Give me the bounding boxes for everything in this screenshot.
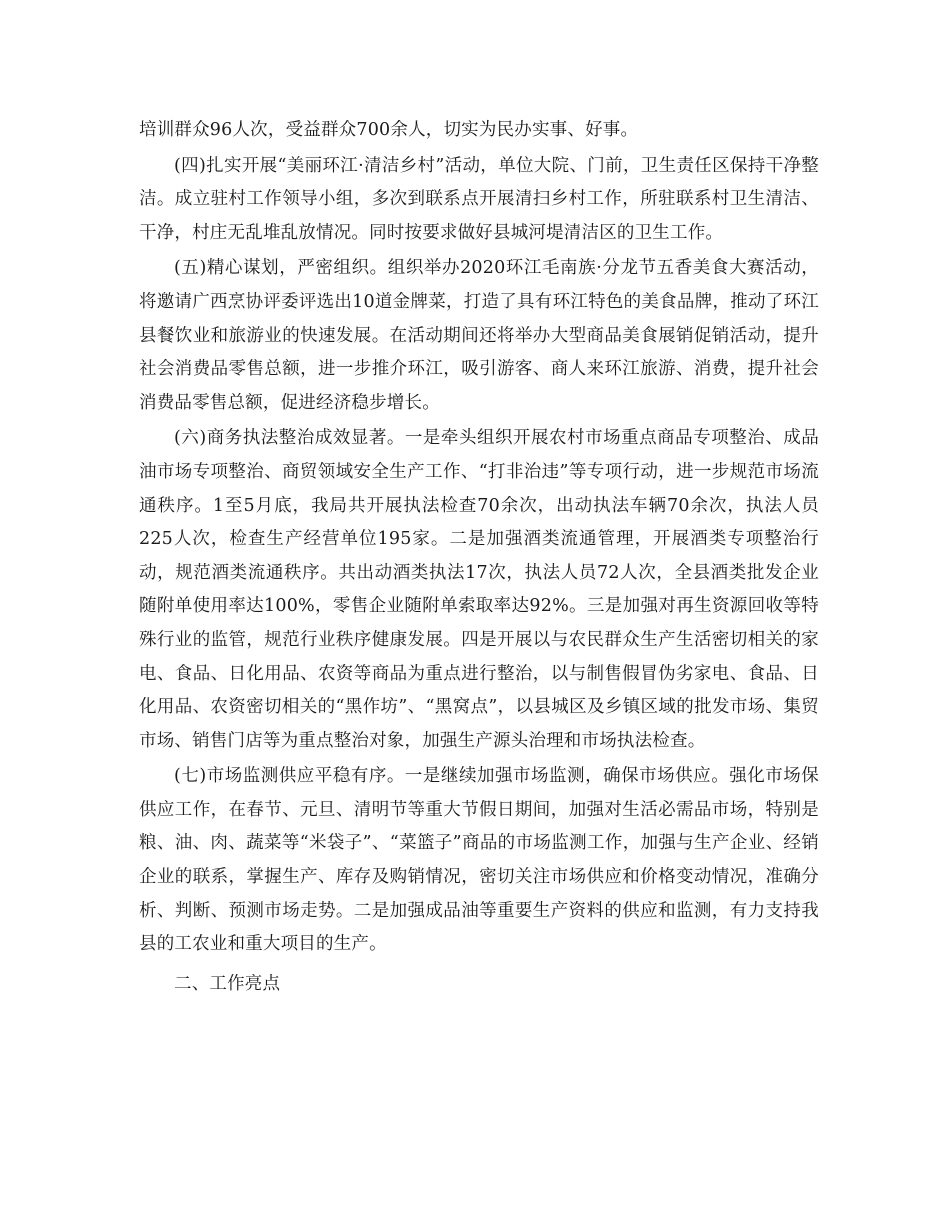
- document-body: [139, 114, 819, 1001]
- paragraph-continuation: 培训群众96人次，受益群众700余人，切实为民办实事、好事。: [139, 120, 639, 140]
- section-heading: 二、工作亮点: [174, 973, 281, 994]
- paragraph-food-contest: (五)精心谋划，严密组织。组织举办2020环江毛南族·分龙节五香美食大赛活动，将邀请广西烹协评委评选出10道金牌菜，打造了具有环江特色的美食品牌，推动了环江县餐饮业和旅游业的快速发展。在活动期间还将举办大型商品美食展销促销活动，提升社会消费品零售总额，进一步推介环江，吸引游客、商人来环江旅游、消费，提升社会消费品零售总额，促进经济稳步增长。: [139, 258, 819, 413]
- paragraph-law-enforcement: (六)商务执法整治成效显著。一是牵头组织开展农村市场重点商品专项整治、成品油市场专项整治、商贸领域安全生产工作、“打非治违”等专项行动，进一步规范市场流通秩序。1至5月底，我局共开展执法检查70余次，出动执法车辆70余次，执法人员225人次，检查生产经营单位195家。二是加强酒类流通管理，开展酒类专项整治行动，规范酒类流通秩序。共出动酒类执法17次，执法人员72人次，全县酒类批发企业随附单使用率达100%，零售企业随附单索取率达92%。三是加强对再生资源回收等特殊行业的监管，规范行业秩序健康发展。四是开展以与农民群众生产生活密切相关的家电、食品、日化用品、农资等商品为重点进行整治，以与制售假冒伪劣家电、食品、日化用品、农资密切相关的“黑作坊”、“黑窝点”，以县城区及乡镇区域的批发市场、集贸市场、销售门店等为重点整治对象，加强生产源头治理和市场执法检查。: [139, 428, 819, 751]
- paragraph-market-monitoring: (七)市场监测供应平稳有序。一是继续加强市场监测，确保市场供应。强化市场保供应工作，在春节、元旦、清明节等重大节假日期间，加强对生活必需品市场，特别是粮、油、肉、蔬菜等“米袋子”、“菜篮子”商品的市场监测工作，加强与生产企业、经销企业的联系，掌握生产、库存及购销情况，密切关注市场供应和价格变动情况，准确分析、判断、预测市场走势。二是加强成品油等重要生产资料的供应和监测，有力支持我县的工农业和重大项目的生产。: [139, 766, 819, 955]
- paragraph-clean-village: (四)扎实开展“美丽环江·清洁乡村”活动，单位大院、门前，卫生责任区保持干净整洁。成立驻村工作领导小组，多次到联系点开展清扫乡村工作，所驻联系村卫生清洁、干净，村庄无乱堆乱放情况。同时按要求做好县城河堤清洁区的卫生工作。: [139, 155, 819, 243]
